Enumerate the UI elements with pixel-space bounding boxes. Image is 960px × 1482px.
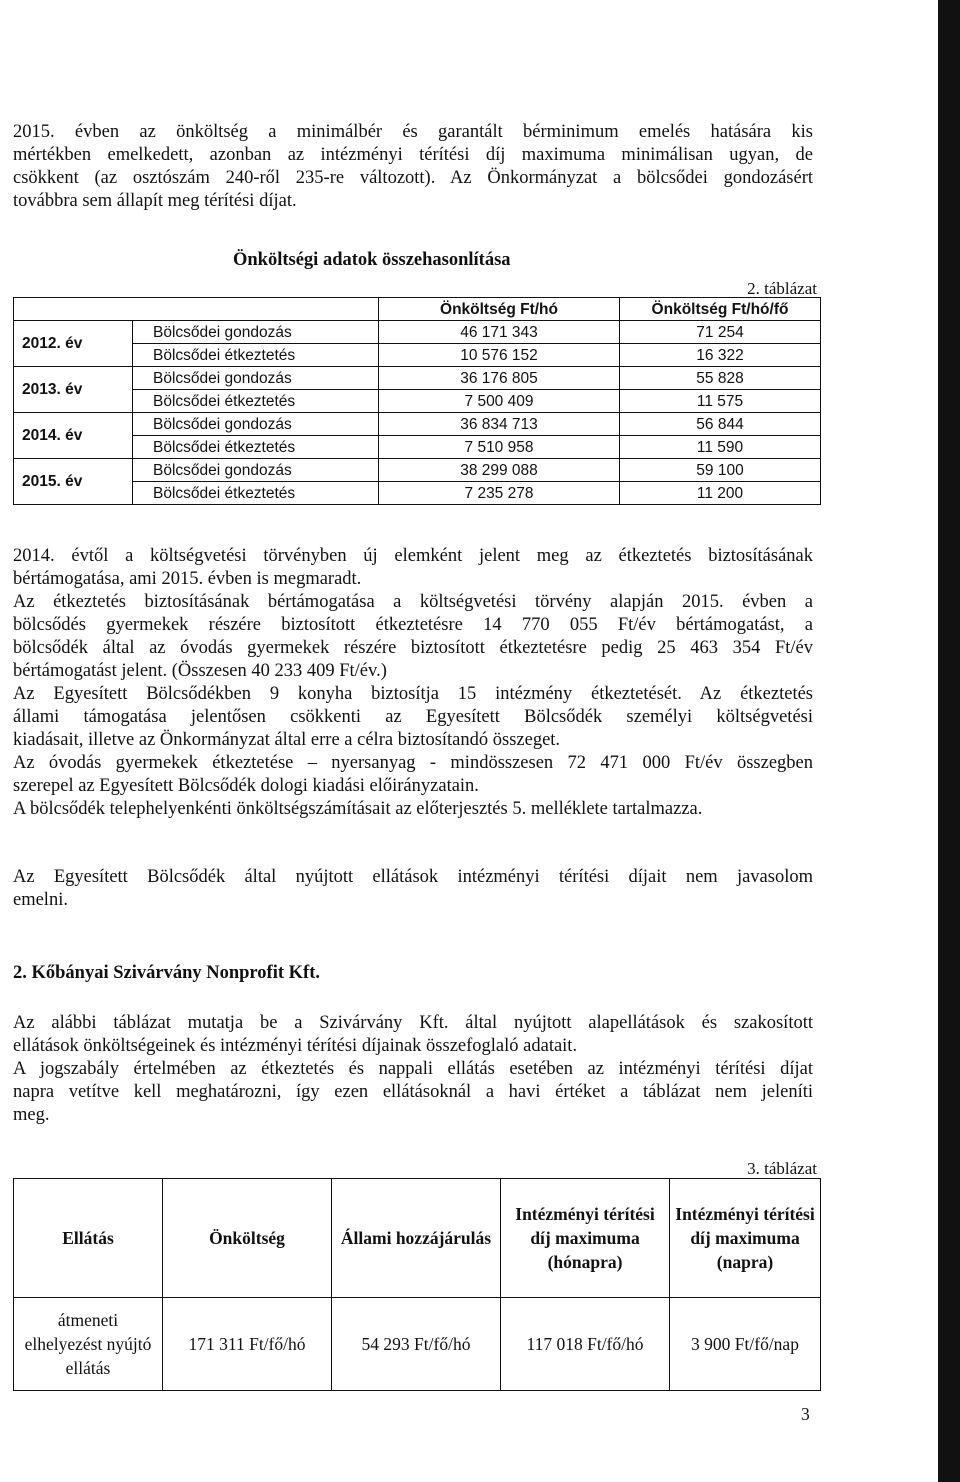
text-line: napra vetítve kell meghatározni, így ezen ellátásoknál a havi értéket a táblázat nem jeleníti (13, 1082, 813, 1102)
section-text-block (13, 1012, 813, 1127)
per-person-cost-cell: 71 254 (620, 321, 821, 344)
state-contribution-header: Állami hozzájárulás (332, 1179, 501, 1298)
text-line: Az Egyesített Bölcsődék által nyújtott ellátások intézményi térítési díjait nem javasolom (13, 867, 813, 887)
service-cell: átmeneti elhelyezést nyújtó ellátás (14, 1298, 163, 1391)
table-row (14, 367, 821, 390)
monthly-fee-max-header: Intézményi térítési díj maximuma (hónapra) (501, 1179, 670, 1298)
text-line: szerepel az Egyesített Bölcsődék dologi kiadási előirányzatain. (13, 776, 479, 796)
service-header (133, 298, 379, 321)
text-line: bértámogatást jelent. (Összesen 40 233 409 Ft/év.) (13, 661, 387, 681)
year-cell: 2012. év (14, 321, 133, 367)
text-line: meg. (13, 1105, 50, 1125)
year-cell: 2014. év (14, 413, 133, 459)
body-text-block (13, 545, 813, 821)
text-line: továbbra sem állapít meg térítési díjat. (13, 191, 297, 211)
service-cell: Bölcsődei gondozás (133, 367, 379, 390)
monthly-cost-cell: 7 235 278 (379, 482, 620, 505)
table-row (14, 413, 821, 436)
table-row (14, 436, 821, 459)
page-number: 3 (801, 1404, 810, 1424)
table-row (14, 482, 821, 505)
text-line: bértámogatása, ami 2015. évben is megmaradt. (13, 569, 362, 589)
monthly-cost-cell: 10 576 152 (379, 344, 620, 367)
daily-fee-max-cell: 3 900 Ft/fő/nap (670, 1298, 821, 1391)
monthly-cost-cell: 7 510 958 (379, 436, 620, 459)
per-person-cost-cell: 11 575 (620, 390, 821, 413)
monthly-cost-cell: 38 299 088 (379, 459, 620, 482)
service-cell: Bölcsődei étkeztetés (133, 436, 379, 459)
cost-comparison-table (13, 297, 821, 505)
service-header: Ellátás (14, 1179, 163, 1298)
monthly-cost-header: Önköltség Ft/hó (379, 298, 620, 321)
text-line: 2014. évtől a költségvetési törvényben új elemként jelent meg az étkeztetés biztosításának (13, 546, 813, 566)
per-person-cost-cell: 11 200 (620, 482, 821, 505)
cost-cell: 171 311 Ft/fő/hó (163, 1298, 332, 1391)
text-line: bölcsődés gyermekek részére biztosított étkeztetésre 14 770 055 Ft/év bértámogatást, a (13, 615, 813, 635)
service-cell: Bölcsődei gondozás (133, 321, 379, 344)
service-cell: Bölcsődei étkeztetés (133, 482, 379, 505)
intro-paragraph (13, 121, 813, 213)
per-person-cost-header: Önköltség Ft/hó/fő (620, 298, 821, 321)
service-fee-table (13, 1178, 821, 1391)
scan-edge-bar (938, 0, 960, 1482)
table-row (14, 1298, 821, 1391)
monthly-cost-cell: 7 500 409 (379, 390, 620, 413)
text-line: 2015. évben az önköltség a minimálbér és garantált bérminimum emelés hatására kis (13, 122, 813, 142)
table-row (14, 390, 821, 413)
year-cell: 2013. év (14, 367, 133, 413)
daily-fee-max-header: Intézményi térítési díj maximuma (napra) (670, 1179, 821, 1298)
text-line: állami támogatása jelentősen csökkenti az Egyesített Bölcsődék személyi költségvetési (13, 707, 813, 727)
text-line: emelni. (13, 890, 68, 910)
table-header-row (14, 1179, 821, 1298)
text-line: Az Egyesített Bölcsődékben 9 konyha biztosítja 15 intézmény étkeztetését. Az étkeztetés (13, 684, 813, 704)
text-line: Az alábbi táblázat mutatja be a Szivárvány Kft. által nyújtott alapellátások és szakosított (13, 1013, 813, 1033)
table-header-row (14, 298, 821, 321)
text-line: A bölcsődék telephelyenkénti önköltségszámításait az előterjesztés 5. melléklete tartalmazza. (13, 799, 703, 819)
year-header (14, 298, 133, 321)
state-contribution-cell: 54 293 Ft/fő/hó (332, 1298, 501, 1391)
per-person-cost-cell: 55 828 (620, 367, 821, 390)
text-line: csökkent (az osztószám 240-ről 235-re változott). Az Önkormányzat a bölcsődei gondozásért (13, 168, 813, 188)
cost-header: Önköltség (163, 1179, 332, 1298)
table2-caption: 2. táblázat (747, 279, 817, 298)
monthly-cost-cell: 46 171 343 (379, 321, 620, 344)
service-cell: Bölcsődei étkeztetés (133, 344, 379, 367)
text-line: Az étkeztetés biztosításának bértámogatása a költségvetési törvény alapján 2015. évben a (13, 592, 813, 612)
table-row (14, 459, 821, 482)
table3-caption: 3. táblázat (747, 1159, 817, 1178)
section-heading: 2. Kőbányai Szivárvány Nonprofit Kft. (13, 963, 320, 983)
text-line: ellátások önköltségeinek és intézményi térítési díjainak összefoglaló adatait. (13, 1036, 578, 1056)
table-row (14, 344, 821, 367)
text-line: A jogszabály értelmében az étkeztetés és nappali ellátás esetében az intézményi térítési díjat (13, 1059, 813, 1079)
monthly-fee-max-cell: 117 018 Ft/fő/hó (501, 1298, 670, 1391)
text-line: mértékben emelkedett, azonban az intézményi térítési díj maximuma minimálisan ugyan, de (13, 145, 813, 165)
per-person-cost-cell: 16 322 (620, 344, 821, 367)
per-person-cost-cell: 59 100 (620, 459, 821, 482)
service-cell: Bölcsődei gondozás (133, 459, 379, 482)
per-person-cost-cell: 56 844 (620, 413, 821, 436)
service-cell: Bölcsődei gondozás (133, 413, 379, 436)
table-row (14, 321, 821, 344)
service-cell: Bölcsődei étkeztetés (133, 390, 379, 413)
proposal-paragraph (13, 866, 813, 912)
year-cell: 2015. év (14, 459, 133, 505)
table2-title: Önköltségi adatok összehasonlítása (233, 250, 511, 270)
text-line: bölcsődék által az óvodás gyermekek részére biztosított étkeztetésre pedig 25 463 354 Ft/év (13, 638, 813, 658)
per-person-cost-cell: 11 590 (620, 436, 821, 459)
text-line: kiadásait, illetve az Önkormányzat által erre a célra biztosítandó összeget. (13, 730, 561, 750)
monthly-cost-cell: 36 176 805 (379, 367, 620, 390)
text-line: Az óvodás gyermekek étkeztetése – nyersanyag - mindösszesen 72 471 000 Ft/év összegben (13, 753, 813, 773)
monthly-cost-cell: 36 834 713 (379, 413, 620, 436)
